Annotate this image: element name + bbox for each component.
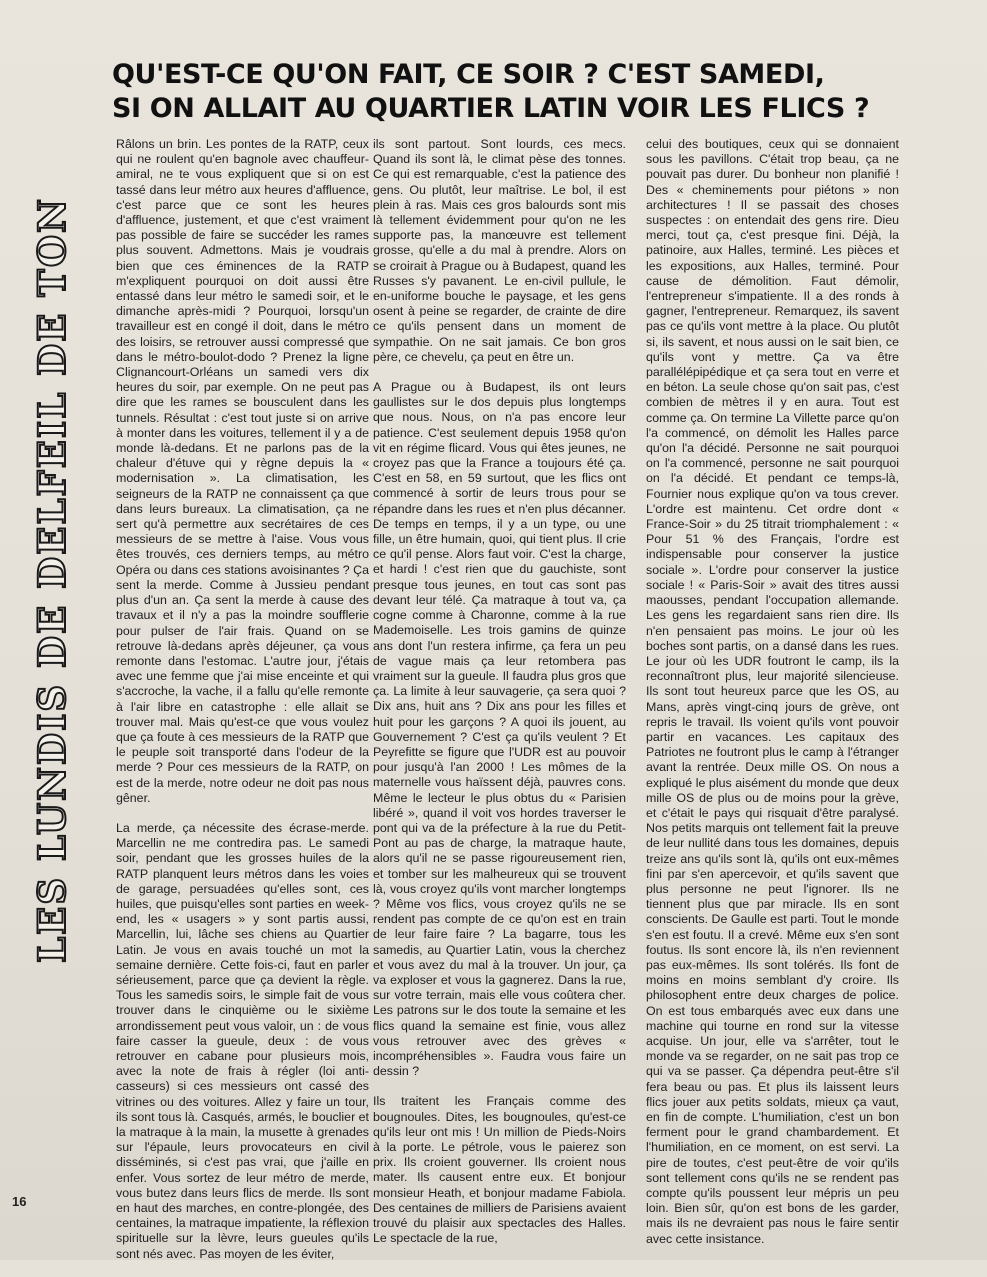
- paragraph: ils sont partout. Sont lourds, ces mecs. Quand ils sont là, le climat pèse des tonnes. Ce qui est remarquable, c'est la patience des gens. Ou plutôt, leur maîtrise. Le bol, il est plein à ras. Mais ces gros balourds sont mis là tellement évidemment pour qu'on ne les supporte pas, la manœuvre est tellement grosse, qu'elle a du mal à prendre. Alors on se croirait à Prague ou à Budapest, quand les Russes s'y pavanent. Le en-civil pullule, le en-uniforme bouche le paysage, et les gens osent à peine se regarder, de crainte de dire ce qu'ils pensent dans un moment de sympathie. On ne sait jamais. Ce bon gros père, ce chevelu, ça peut en être un.: [373, 137, 626, 364]
- paragraph: A Prague ou à Budapest, ils ont leurs gaullistes sur le dos depuis plus longtemps que nous. Nous, on n'a pas encore leur patience. C'est seulement depuis 1958 qu'on vit en régime flicard. Vous qui êtes jeunes, ne croyez pas que la France a toujours été ça. C'est en 58, en 59 surtout, que les flics ont commencé à sortir de leurs trous pour se répandre dans les rues et n'en plus décanner. De temps en temps, il y a un type, ou une fille, un être humain, quoi, qui tient plus. Il crie ce qu'il pense. Alors faut voir. C'est la charge, et hardi ! c'est rien que du gauchiste, sont presque tous jeunes, en tout cas sont pas devant leur télé. Ça matraque à tout va, ça cogne comme à Charonne, comme à la rue Mademoiselle. Les trois gamins de quinze ans dont l'un restera infirme, ça fera un peu de vague mais ça leur retombera pas vraiment sur la gueule. Il faudra plus gros que ça. La limite à leur sauvagerie, ça sera quoi ? Dix ans, huit ans ? Dix ans pour les filles et huit pour les garçons ? A quoi ils jouent, au Gouvernement ? C'est ça qu'ils veulent ? Et Peyrefitte se figure que l'UDR est au pouvoir pour jusqu'à l'an 2000 ! Les mômes de la maternelle vous haïssent déjà, pauvres cons. Même le lecteur le plus obtus du « Parisien libéré », quand il voit vos hordes traverser le pont qui va de la préfecture à la rue du Petit-Pont au pas de charge, la matraque haute, alors qu'il ne se passe rigoureusement rien, et tomber sur les malheureux qui se trouvent là, vous croyez qu'ils vont marcher longtemps ? Même vos flics, vous croyez qu'ils ne se rendent pas compte de ce qu'on est en train de leur faire faire ? La bagarre, tous les samedis, au Quartier Latin, vous la cherchez et vous avez du mal à la trouver. Un jour, ça va exploser et vous la gagnerez. Dans la rue, sur votre terrain, mais elle vous coûtera cher. Les patrons sur le dos toute la semaine et les flics quand la semaine est finie, vous allez vous retrouver avec des grèves « incompréhensibles ». Faudra vous faire un dessin ?: [373, 380, 626, 1079]
- text-column-3: [646, 137, 899, 1262]
- page-number: 16: [12, 1194, 27, 1209]
- side-title-text: LES LUNDIS DE DELFEIL DE TON: [30, 197, 75, 963]
- paragraph: Ils traitent les Français comme des bougnoules. Dites, les bougnoules, qu'est-ce qu'ils leur ont mis ! Un million de Pieds-Noirs à la porte. Le pétrole, vous le paierez son prix. Ils croient gouverner. Ils croient nous mater. Ils causent entre eux. Et bonjour monsieur Heath, et bonjour madame Fabiola. Des centaines de milliers de Parisiens avaient trouvé du plaisir aux spectacles des Halles. Le spectacle de la rue,: [373, 1094, 626, 1246]
- text-column-1: [116, 137, 369, 1277]
- text-column-2: [373, 137, 626, 1261]
- paragraph: celui des boutiques, ceux qui se donnaient sous les pavillons. C'était trop beau, ça ne pouvait pas durer. Du bonheur non planifié ! Des « cheminements pour piétons » non architectures ! Il se passait des choses suspectes : on entendait des gens rire. Dieu merci, tout ça, c'est presque fini. Déjà, la patinoire, aux Halles, terminé. Les pièces et les expositions, aux Halles, terminé. Pour cause de démolition. Faut démolir, l'entrepreneur s'impatiente. Il a des ronds à gagner, l'entrepreneur. Remarquez, ils savent pas ce qu'ils vont mettre à la place. Ou plutôt si, ils savent, et nous aussi on le sait bien, ce qu'ils vont y mettre. Ça va être parallélépipédique et ça sera tout en verre et en béton. La seule chose qu'on sait pas, c'est combien de mètres il y en aura. Tout est comme ça. On termine La Villette parce qu'on l'a commencé, on démolit les Halles parce qu'on l'a décidé. Personne ne sait pourquoi on l'a commencé, personne ne sait pourquoi on l'a décidé. Et pendant ce temps-là, Fournier nous explique qu'on va tous crever. L'ordre est maintenu. Cet ordre dont « France-Soir » du 25 titrait triomphalement : « Pour 51 % des Français, l'ordre est indispensable pour conserver la justice sociale ». L'ordre pour conserver la justice sociale ! « Paris-Soir » avait des titres aussi maousses, pendant l'occupation allemande. Les gens les regardaient sans rien dire. Ils n'en pensaient pas moins. Le jour où les boches sont partis, on a dansé dans les rues. Le jour où les UDR foutront le camp, ils la reconnaîtront plus, leur majorité silencieuse. Ils sont tout heureux parce que les OS, au Mans, après vingt-cinq jours de grève, ont repris le travail. Ils voient qu'ils vont pouvoir partir en vacances. Les capitaux des Patriotes ne foutront plus le camp à l'étranger avant la rentrée. Deux mille OS. On nous a expliqué le plus aisément du monde que deux mille OS de plus ou de moins pour la grève, et c'était le pays qui risquait d'être paralysé. Nos petits marquis ont tellement fait la preuve de leur nullité dans tous les domaines, depuis treize ans qu'ils sont là, qu'ils ont eux-mêmes fini par s'en apercevoir, et qu'ils savent que plus personne ne peut l'ignorer. Ils ne tiennent plus que par miracle. Ils en sont conscients. De Gaulle est parti. Tout le monde s'en est foutu. Il a crevé. Même eux s'en sont foutus. Ils sont encore là, ils n'en reviennent pas eux-mêmes. Ils sont tolérés. Ils font de moins en moins semblant d'y croire. Ils philosophent entre deux charges de police. On est tous embarqués avec eux dans une machine qui tourne en rond sur la vitesse acquise. Un jour, elle va s'arrêter, tout le monde va se regarder, on ne sait pas trop ce qui va se passer. Ça dépendra peut-être s'il fera beau ou pas. Et plus ils laissent leurs flics jouer aux petits soldats, mieux ça vaut, en fin de compte. L'humiliation, c'est un bon ferment pour le grand chambardement. Et l'humiliation, en ce moment, on est servi. La pire de toutes, c'est peut-être de voir qu'ils sont tellement cons qu'ils ne se rendent pas compte qu'ils poussent leur mépris un peu loin. Bien sûr, qu'on est bons de les garder, mais ils ne devraient pas nous le faire sentir avec cette insistance.: [646, 137, 899, 1246]
- headline-line-2: SI ON ALLAIT AU QUARTIER LATIN VOIR LES FLICS ?: [112, 93, 870, 124]
- column-series-title: [24, 40, 80, 1120]
- article-headline: [112, 58, 950, 126]
- paragraph: La merde, ça nécessite des écrase-merde. Marcellin ne me contredira pas. Le samedi soir, pendant que les grosses huiles de la RATP planquent leurs métros dans les voies de garage, persuadées qu'elles sont, ces huiles, que puisqu'elles sont parties en week-end, les « usagers » y sont partis aussi, Marcellin, lui, lâche ses chiens au Quartier Latin. Je vous en avais touché un mot la semaine dernière. Cette fois-ci, faut en parler sérieusement, parce que ça devient la règle. Tous les samedis soirs, le simple fait de vous trouver dans le cinquième ou le sixième arrondissement peut vous valoir, un : de vous faire casser la gueule, deux : de vous retrouver en cabane pour plusieurs mois, avec la note de frais à régler (loi anti-casseurs) si ces messieurs ont cassé des vitrines ou des voitures. Allez y faire un tour, ils sont tous là. Casqués, armés, le bouclier et la matraque à la main, la musette à grenades sur l'épaule, leurs provocateurs en civil disséminés, si c'est pas vrai, que j'aille en enfer. Vous sortez de leur métro de merde, vous butez dans leurs flics de merde. Ils sont en haut des marches, en contre-plongée, des centaines, la matraque impatiente, la réflexion spirituelle sur la lèvre, leurs gueules qu'ils sont nés avec. Pas moyen de les éviter,: [116, 820, 369, 1261]
- headline-line-1: QU'EST-CE QU'ON FAIT, CE SOIR ? C'EST SAMEDI,: [112, 59, 825, 90]
- paragraph: Râlons un brin. Les pontes de la RATP, ceux qui ne roulent qu'en bagnole avec chauffeur-amiral, ne te vous expliquent que si on est tassé dans leur métro aux heures d'affluence, c'est parce que ce sont les heures d'affluence, justement, et que c'est vraiment pas possible de faire se succéder les rames plus souvent. Admettons. Mais je voudrais bien que ces éminences de la RATP m'expliquent pourquoi on doit aussi être entassé dans leur métro le samedi soir, et le dimanche après-midi ? Pourquoi, lorsqu'un travailleur est en congé il doit, dans le métro des loisirs, se retrouver aussi compressé que dans le métro-boulot-dodo ? Prenez la ligne Clignancourt-Orléans un samedi vers dix heures du soir, par exemple. On ne peut pas dire que les rames se bousculent dans les tunnels. Résultat : c'est tout juste si on arrive à monter dans les voitures, tellement il y a de monde là-dedans. Et ne parlons pas de la chaleur d'étuve qui y règne depuis la « modernisation ». La climatisation, les seigneurs de la RATP ne connaissent ça que dans leurs bureaux. La climatisation, ça ne sert qu'à permettre aux secrétaires de ces messieurs de se mettre à l'aise. Vous vous êtes trouvés, ces derniers temps, au métro Opéra ou dans ces stations avoisinantes ? Ça sent la merde. Comme à Jussieu pendant plus d'un an. Ça sent la merde à cause des travaux et il n'y a pas la moindre soufflerie pour pulser de l'air frais. Quand on se retrouve là-dedans après déjeuner, ça vous remonte dans l'estomac. L'autre jour, j'étais avec une femme que j'ai mise enceinte et qui s'accroche, la vache, il a fallu qu'elle remonte à l'air libre en catastrophe : elle allait se trouver mal. Mais qu'est-ce que vous voulez que ça foute à ces messieurs de la RATP que le peuple soit transporté dans l'odeur de la merde ? Pour ces messieurs de la RATP, on est de la merde, notre odeur ne doit pas nous gêner.: [116, 137, 369, 805]
